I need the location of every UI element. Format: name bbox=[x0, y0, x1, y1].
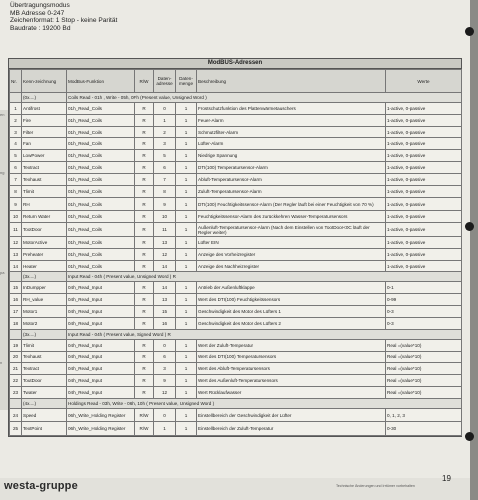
cell-qty: 1 bbox=[176, 197, 197, 211]
cell-rw: R bbox=[135, 375, 154, 387]
table-row bbox=[10, 223, 462, 237]
cell-nr: 6 bbox=[10, 162, 22, 174]
modbus-address-table bbox=[8, 58, 462, 437]
cell-name: Motor1 bbox=[22, 306, 67, 318]
cell-qty: 1 bbox=[176, 186, 197, 198]
cell-qty: 1 bbox=[176, 211, 197, 223]
cell-func: 04h_Read_Input bbox=[67, 351, 135, 363]
table-row bbox=[10, 422, 462, 436]
cell-desc: DTI(100) Temperatursensor-Alarm bbox=[197, 162, 386, 174]
cell-desc: Wert des DTI(100) Feuchtigkeitssensors bbox=[197, 294, 386, 306]
cell-name: Motor2 bbox=[22, 317, 67, 329]
cell-nr: 2 bbox=[10, 114, 22, 126]
cell-name: Preheater bbox=[22, 248, 67, 260]
cell-val: Real =(value*10) bbox=[386, 363, 462, 375]
cell-nr: 24 bbox=[10, 408, 22, 422]
transmission-settings bbox=[10, 2, 117, 32]
cell-addr: 2 bbox=[154, 126, 176, 138]
cell-val: 0-3 bbox=[386, 317, 462, 329]
brand-logo: westa-gruppe bbox=[4, 480, 78, 492]
cell-rw: R bbox=[135, 351, 154, 363]
cell-desc: Niedrige Spannung bbox=[197, 150, 386, 162]
cell-nr: 15 bbox=[10, 282, 22, 294]
cell-desc: Abluft-Temperatursensor-Alarm bbox=[197, 174, 386, 186]
cell-func: 01h_Read_Coils bbox=[67, 102, 135, 114]
cell-desc: Lüfter EIN bbox=[197, 236, 386, 248]
binder-hole-icon bbox=[465, 27, 474, 36]
col-header-nr: Nr. bbox=[10, 70, 22, 93]
cell-addr: 13 bbox=[154, 294, 176, 306]
cell-val: Real =(value*10) bbox=[386, 375, 462, 387]
cell-func: 01h_Read_Coils bbox=[67, 197, 135, 211]
cell-desc: Schmutzfilter-Alarm bbox=[197, 126, 386, 138]
cell-func: 01h_Read_Coils bbox=[67, 162, 135, 174]
col-header-values: Werte bbox=[386, 70, 462, 93]
table-row bbox=[10, 339, 462, 351]
cell-rw: R bbox=[135, 339, 154, 351]
cell-func: 04h_Read_Input bbox=[67, 317, 135, 329]
cell-addr: 0 bbox=[154, 102, 176, 114]
table-row bbox=[10, 150, 462, 162]
table-row bbox=[10, 408, 462, 422]
cell-val: Real =(value*10) bbox=[386, 339, 462, 351]
table-row bbox=[10, 211, 462, 223]
table-row bbox=[10, 162, 462, 174]
cell-name: Antifrost bbox=[22, 102, 67, 114]
cell-nr: 21 bbox=[10, 363, 22, 375]
cell-qty: 1 bbox=[176, 162, 197, 174]
cell-func: 01h_Read_Coils bbox=[67, 260, 135, 272]
cell-val: 1-active, 0-passive bbox=[386, 150, 462, 162]
cell-desc: Wert Rücklaufwasser bbox=[197, 387, 386, 399]
cell-func: 01h_Read_Coils bbox=[67, 126, 135, 138]
cell-qty: 1 bbox=[176, 260, 197, 272]
cell-name: (3x....) bbox=[22, 329, 67, 339]
cell-rw: R bbox=[135, 114, 154, 126]
cell-qty: 1 bbox=[176, 138, 197, 150]
cell-name: RH_value bbox=[22, 294, 67, 306]
cell-nr: 25 bbox=[10, 422, 22, 436]
cell-addr: 12 bbox=[154, 387, 176, 399]
table-group-row bbox=[10, 329, 462, 339]
cell-name: Twater bbox=[22, 387, 67, 399]
side-label: ng bbox=[0, 170, 5, 175]
cell-desc: Einstellbereich der Geschwindigkeit der Lüfter bbox=[197, 408, 386, 422]
side-label: n bbox=[0, 360, 3, 365]
binder-hole-icon bbox=[465, 222, 474, 231]
cell-name: (0x....) bbox=[22, 93, 67, 103]
cell-rw: R bbox=[135, 223, 154, 237]
cell-nr: 18 bbox=[10, 317, 22, 329]
cell-rw: R bbox=[135, 294, 154, 306]
cell-desc: Außenluft-Temperatursensor-Alarm (Nach dem Einstellen von TootDoor<0C läuft der Regler weiter) bbox=[197, 223, 386, 237]
binder-hole-icon bbox=[465, 432, 474, 441]
cell-val: 1-active, 0-passive bbox=[386, 186, 462, 198]
cell-nr: 14 bbox=[10, 260, 22, 272]
cell-desc: Wert der Zuluft-Temperatur bbox=[197, 339, 386, 351]
cell-name: MotorActive bbox=[22, 236, 67, 248]
table-group-row bbox=[10, 272, 462, 282]
table-row bbox=[10, 114, 462, 126]
cell-name: TootDoor bbox=[22, 223, 67, 237]
cell-qty: 1 bbox=[176, 102, 197, 114]
cell-rw: R bbox=[135, 162, 154, 174]
cell-desc: DTI(100) Feuchtigkeitssensor-Alarm (Der Regler läuft bei einer Feuchtigkeit von 70 %) bbox=[197, 197, 386, 211]
cell-qty: 1 bbox=[176, 174, 197, 186]
cell-func: 01h_Read_Coils bbox=[67, 223, 135, 237]
cell-func: 06h_Write_Holding Register bbox=[67, 408, 135, 422]
cell-val: 1-active, 0-passive bbox=[386, 126, 462, 138]
cell-func: 04h_Read_Input bbox=[67, 363, 135, 375]
cell-rw: R/W bbox=[135, 422, 154, 436]
cell-desc: Anzeige des Nachheizregister bbox=[197, 260, 386, 272]
cell-nr bbox=[10, 93, 22, 103]
cell-addr: 5 bbox=[154, 150, 176, 162]
cell-nr: 12 bbox=[10, 236, 22, 248]
header-line: Baudrate : 19200 Bd bbox=[10, 24, 71, 32]
cell-func: 01h_Read_Coils bbox=[67, 248, 135, 260]
table-row bbox=[10, 375, 462, 387]
cell-val: 1-active, 0-passive bbox=[386, 174, 462, 186]
cell-desc: Antrieb der Außenluftklappe bbox=[197, 282, 386, 294]
table-row bbox=[10, 306, 462, 318]
cell-qty: 1 bbox=[176, 363, 197, 375]
col-header-function: ModBus-Funktion bbox=[67, 70, 135, 93]
cell-addr: 14 bbox=[154, 282, 176, 294]
col-header-address: Daten-adresse bbox=[154, 70, 176, 93]
cell-func: 01h_Read_Coils bbox=[67, 174, 135, 186]
cell-desc: Wert des DTI(100) Temperatursensors bbox=[197, 351, 386, 363]
cell-val: 1-active, 0-passive bbox=[386, 260, 462, 272]
cell-val: 1-active, 0-passive bbox=[386, 102, 462, 114]
header-line: Übertragungsmodus bbox=[10, 2, 70, 9]
cell-val: 1-active, 0-passive bbox=[386, 223, 462, 237]
cell-name: Texhaust bbox=[22, 174, 67, 186]
cell-qty: 1 bbox=[176, 408, 197, 422]
cell-nr: 7 bbox=[10, 174, 22, 186]
table-row bbox=[10, 138, 462, 150]
cell-val: 1-active, 0-passive bbox=[386, 248, 462, 260]
table-title: ModBUS-Adressen bbox=[9, 59, 461, 69]
cell-text: Input Read - 04h ( Present value, Unsigned Word ) R bbox=[67, 272, 462, 282]
cell-qty: 1 bbox=[176, 294, 197, 306]
cell-nr: 3 bbox=[10, 126, 22, 138]
cell-nr: 11 bbox=[10, 223, 22, 237]
table-row bbox=[10, 126, 462, 138]
cell-rw: R bbox=[135, 197, 154, 211]
table-row bbox=[10, 236, 462, 248]
cell-name: LowPower bbox=[22, 150, 67, 162]
cell-qty: 1 bbox=[176, 126, 197, 138]
cell-addr: 1 bbox=[154, 422, 176, 436]
cell-nr bbox=[10, 329, 22, 339]
cell-val: 1-active, 0-passive bbox=[386, 138, 462, 150]
cell-nr: 23 bbox=[10, 387, 22, 399]
cell-rw: R/W bbox=[135, 408, 154, 422]
cell-nr: 8 bbox=[10, 186, 22, 198]
cell-func: 04h_Read_Input bbox=[67, 339, 135, 351]
cell-nr bbox=[10, 272, 22, 282]
cell-name: InDumpper bbox=[22, 282, 67, 294]
cell-name: Texhaust bbox=[22, 351, 67, 363]
cell-addr: 1 bbox=[154, 114, 176, 126]
cell-name: Return Water bbox=[22, 211, 67, 223]
cell-desc: Feuer-Alarm bbox=[197, 114, 386, 126]
cell-rw: R bbox=[135, 150, 154, 162]
header-line: MB Adresse 0-247 bbox=[10, 9, 65, 17]
cell-addr: 6 bbox=[154, 162, 176, 174]
cell-nr: 1 bbox=[10, 102, 22, 114]
cell-qty: 1 bbox=[176, 114, 197, 126]
cell-val: 0-3 bbox=[386, 306, 462, 318]
cell-addr: 12 bbox=[154, 248, 176, 260]
cell-rw: R bbox=[135, 317, 154, 329]
cell-val: 0-99 bbox=[386, 294, 462, 306]
cell-name: Heater bbox=[22, 260, 67, 272]
cell-rw: R bbox=[135, 102, 154, 114]
cell-val: 1-active, 0-passive bbox=[386, 114, 462, 126]
table-row bbox=[10, 387, 462, 399]
cell-qty: 1 bbox=[176, 150, 197, 162]
cell-rw: R bbox=[135, 126, 154, 138]
cell-rw: R bbox=[135, 306, 154, 318]
col-header-description: Beschreibung bbox=[197, 70, 386, 93]
cell-addr: 7 bbox=[154, 174, 176, 186]
cell-qty: 1 bbox=[176, 387, 197, 399]
cell-name: Tlimit bbox=[22, 339, 67, 351]
cell-qty: 1 bbox=[176, 339, 197, 351]
cell-name: (3x....) bbox=[22, 272, 67, 282]
table-row bbox=[10, 102, 462, 114]
cell-text: Holdings Read - 03h, Write - 06h, 10h ( Present value, Unsigned Word ) bbox=[67, 399, 462, 409]
cell-func: 04h_Read_Input bbox=[67, 294, 135, 306]
cell-qty: 1 bbox=[176, 375, 197, 387]
table-row bbox=[10, 363, 462, 375]
cell-rw: R bbox=[135, 260, 154, 272]
cell-desc: Zuluft-Temperatursensor-Alarm bbox=[197, 186, 386, 198]
cell-nr: 9 bbox=[10, 197, 22, 211]
cell-name: Filter bbox=[22, 126, 67, 138]
cell-rw: R bbox=[135, 138, 154, 150]
cell-addr: 8 bbox=[154, 186, 176, 198]
cell-nr bbox=[10, 399, 22, 409]
cell-addr: 16 bbox=[154, 317, 176, 329]
cell-desc: Wert des Außenluft-Temperatursensors bbox=[197, 375, 386, 387]
cell-name: (4x....) bbox=[22, 399, 67, 409]
cell-val: 0-30 bbox=[386, 422, 462, 436]
cell-qty: 1 bbox=[176, 223, 197, 237]
cell-func: 04h_Read_Input bbox=[67, 375, 135, 387]
cell-func: 04h_Read_Input bbox=[67, 306, 135, 318]
cell-desc: Lüfter-Alarm bbox=[197, 138, 386, 150]
cell-val: 1-active, 0-passive bbox=[386, 162, 462, 174]
cell-name: Fire bbox=[22, 114, 67, 126]
cell-addr: 9 bbox=[154, 375, 176, 387]
cell-nr: 19 bbox=[10, 339, 22, 351]
cell-name: TextPoint bbox=[22, 422, 67, 436]
header-line: Zeichenformat: 1 Stop - keine Parität bbox=[10, 17, 118, 25]
footer-note: Technische Änderungen und Irrtümer vorbehalten bbox=[336, 484, 415, 488]
cell-name: Textract bbox=[22, 363, 67, 375]
cell-val: 1-active, 0-passive bbox=[386, 236, 462, 248]
cell-qty: 1 bbox=[176, 282, 197, 294]
col-header-name: Kenn-zeichnung bbox=[22, 70, 67, 93]
cell-addr: 10 bbox=[154, 211, 176, 223]
cell-addr: 9 bbox=[154, 197, 176, 211]
cell-rw: R bbox=[135, 363, 154, 375]
cell-rw: R bbox=[135, 282, 154, 294]
cell-nr: 5 bbox=[10, 150, 22, 162]
table-body bbox=[10, 93, 462, 436]
cell-val: 0-1 bbox=[386, 282, 462, 294]
cell-nr: 10 bbox=[10, 211, 22, 223]
cell-func: 01h_Read_Coils bbox=[67, 236, 135, 248]
cell-addr: 3 bbox=[154, 138, 176, 150]
table-row bbox=[10, 282, 462, 294]
cell-desc: Geschwindigkeit des Motor des Lüfters 1 bbox=[197, 306, 386, 318]
cell-name: ToutDoor bbox=[22, 375, 67, 387]
cell-name: RH bbox=[22, 197, 67, 211]
table-row bbox=[10, 317, 462, 329]
cell-desc: Anzeige des Vorheizregister bbox=[197, 248, 386, 260]
table-group-row bbox=[10, 399, 462, 409]
cell-rw: R bbox=[135, 174, 154, 186]
cell-nr: 16 bbox=[10, 294, 22, 306]
cell-rw: R bbox=[135, 186, 154, 198]
cell-addr: 0 bbox=[154, 408, 176, 422]
cell-func: 01h_Read_Coils bbox=[67, 211, 135, 223]
cell-addr: 6 bbox=[154, 351, 176, 363]
cell-qty: 1 bbox=[176, 248, 197, 260]
cell-desc: Feuchtigkeitssensor-Alarm des zurückkehren Wasser-Temperatursensors bbox=[197, 211, 386, 223]
table-row bbox=[10, 294, 462, 306]
cell-rw: R bbox=[135, 248, 154, 260]
cell-desc: Wert des Abluft-Temperatursensors bbox=[197, 363, 386, 375]
cell-nr: 13 bbox=[10, 248, 22, 260]
cell-text: Input Read - 04h ( Present value, Signed Word ) R bbox=[67, 329, 462, 339]
cell-qty: 1 bbox=[176, 236, 197, 248]
cell-name: Textract bbox=[22, 162, 67, 174]
table-row bbox=[10, 260, 462, 272]
cell-qty: 1 bbox=[176, 351, 197, 363]
cell-val: Real =(value*10) bbox=[386, 387, 462, 399]
cell-addr: 11 bbox=[154, 223, 176, 237]
cell-name: Fan bbox=[22, 138, 67, 150]
table-row bbox=[10, 248, 462, 260]
side-label: pa bbox=[0, 270, 5, 275]
cell-rw: R bbox=[135, 211, 154, 223]
cell-nr: 20 bbox=[10, 351, 22, 363]
cell-addr: 0 bbox=[154, 339, 176, 351]
table-group-row bbox=[10, 93, 462, 103]
cell-nr: 22 bbox=[10, 375, 22, 387]
cell-func: 04h_Read_Input bbox=[67, 282, 135, 294]
table-row bbox=[10, 351, 462, 363]
cell-val: Real =(value*10) bbox=[386, 351, 462, 363]
side-label: en bbox=[0, 112, 5, 117]
cell-addr: 13 bbox=[154, 236, 176, 248]
cell-func: 01h_Read_Coils bbox=[67, 138, 135, 150]
table-row bbox=[10, 197, 462, 211]
cell-desc: Einstellbereich der Zuluft-Temperatur bbox=[197, 422, 386, 436]
cell-addr: 3 bbox=[154, 363, 176, 375]
table-row bbox=[10, 186, 462, 198]
cell-qty: 1 bbox=[176, 317, 197, 329]
table-row bbox=[10, 174, 462, 186]
cell-nr: 4 bbox=[10, 138, 22, 150]
cell-rw: R bbox=[135, 236, 154, 248]
cell-name: Speed bbox=[22, 408, 67, 422]
col-header-rw: R/W bbox=[135, 70, 154, 93]
cell-rw: R bbox=[135, 387, 154, 399]
cell-func: 01h_Read_Coils bbox=[67, 150, 135, 162]
cell-func: 01h_Read_Coils bbox=[67, 186, 135, 198]
cell-qty: 1 bbox=[176, 422, 197, 436]
cell-qty: 1 bbox=[176, 306, 197, 318]
cell-func: 04h_Read_Input bbox=[67, 387, 135, 399]
cell-desc: Geschwindigkeit des Motor des Lüfters 2 bbox=[197, 317, 386, 329]
cell-val: 1-active, 0-passive bbox=[386, 211, 462, 223]
cell-name: Tlimit bbox=[22, 186, 67, 198]
cell-addr: 14 bbox=[154, 260, 176, 272]
cell-val: 0, 1, 2, 3 bbox=[386, 408, 462, 422]
cell-text: Coils Read - 01h , Write - 05h, 0Fh (Present value, Unsigned Word ) bbox=[67, 93, 462, 103]
cell-addr: 15 bbox=[154, 306, 176, 318]
cell-func: 01h_Read_Coils bbox=[67, 114, 135, 126]
page-number: 19 bbox=[442, 474, 451, 483]
cell-func: 06h_Write_Holding Register bbox=[67, 422, 135, 436]
cell-val: 1-active, 0-passive bbox=[386, 197, 462, 211]
cell-nr: 17 bbox=[10, 306, 22, 318]
cell-desc: Frostschutzfunktion des Plattenwärmetauschers bbox=[197, 102, 386, 114]
col-header-quantity: Daten-menge bbox=[176, 70, 197, 93]
